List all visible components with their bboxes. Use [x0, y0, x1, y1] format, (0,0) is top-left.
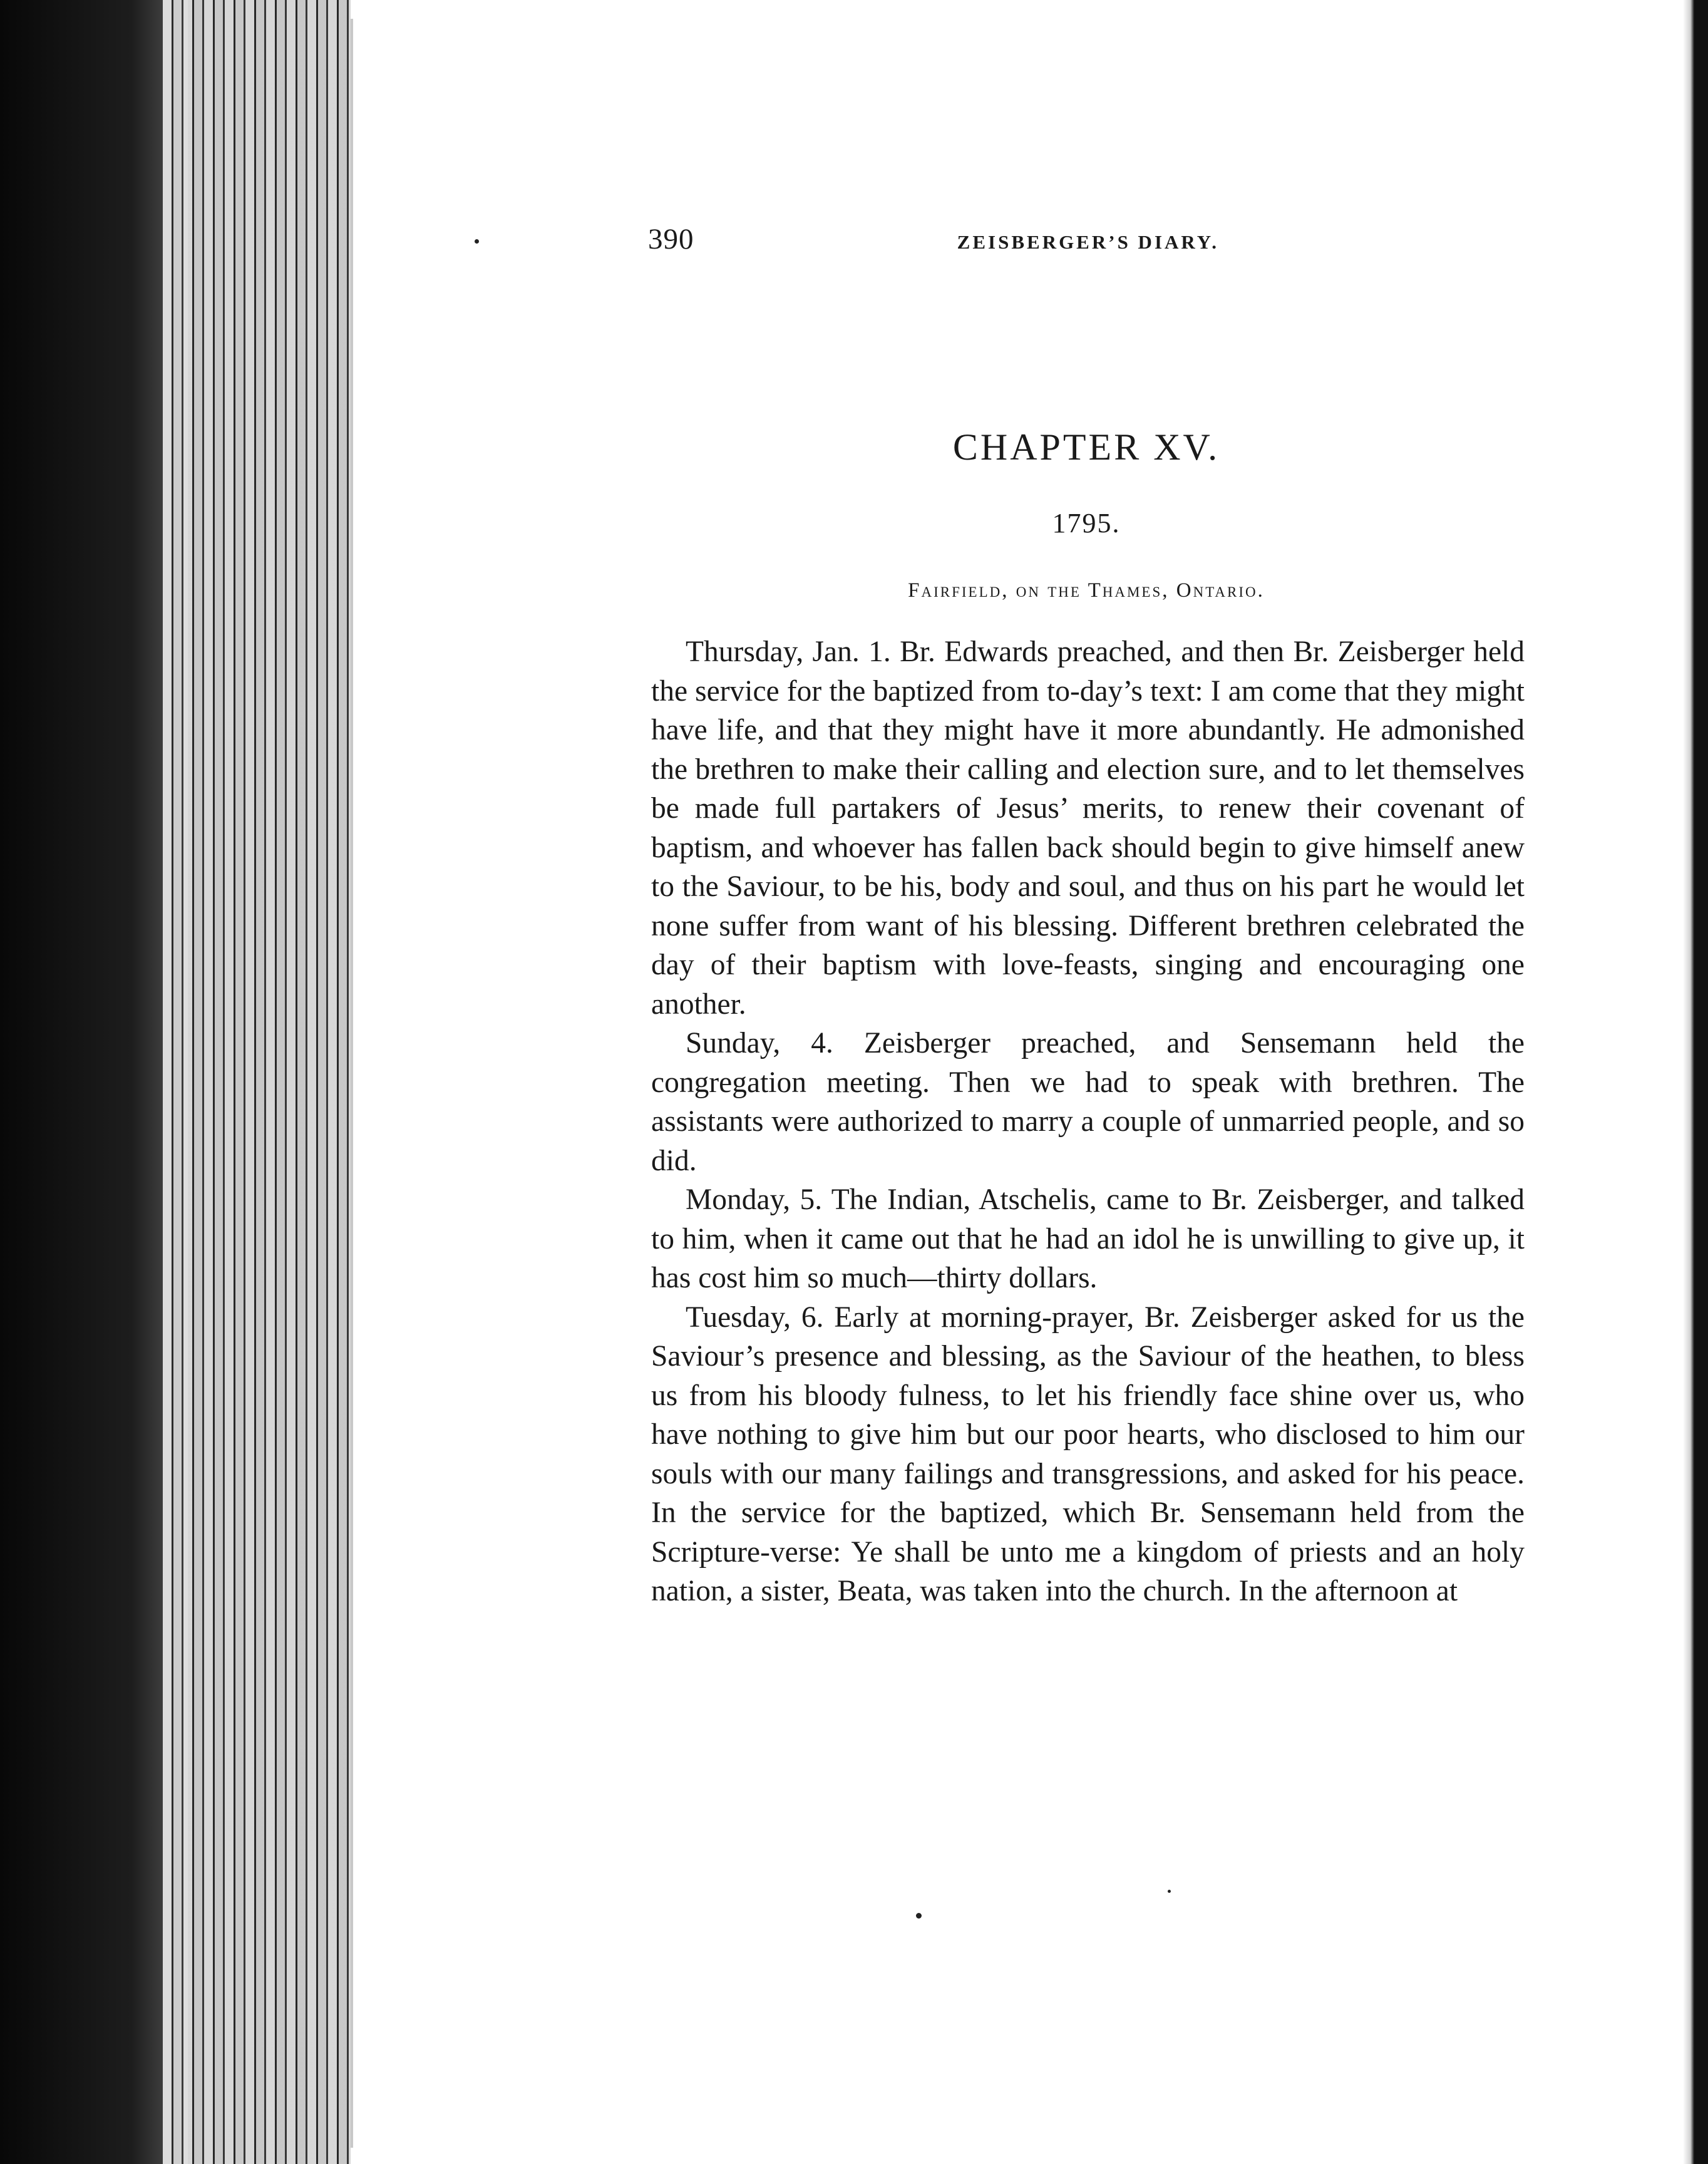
chapter-place: Fairfield, on the Thames, Ontario.: [908, 579, 1265, 602]
page-edges: [163, 0, 351, 2164]
print-speck: [1168, 1890, 1171, 1893]
running-head: [648, 222, 1224, 260]
right-page-edge: [1683, 0, 1708, 2164]
print-speck: [916, 1913, 922, 1919]
diary-entry-sunday-4: Sunday, 4. Zeisberger preached, and Sensemann held the congregation meeting. Then we had to speak with brethren. The assistants were authorized to marry a couple of unmarried people, and so did.: [651, 1027, 1525, 1177]
running-head-title: ZEISBERGER’S DIARY.: [957, 231, 1219, 253]
diary-entry-tuesday-6: Tuesday, 6. Early at morning-prayer, Br. Zeisberger asked for us the Saviour’s presence and blessing, as the Saviour of the heathen, to bless us from his bloody fulness, to let his friendly face shine over us, who have nothing to give him but our poor hearts, who disclosed to him our souls with our many failings and transgressions, and asked for his peace. In the service for the baptized, which Br. Sensemann held from the Scripture-verse: Ye shall be unto me a kingdom of priests and an holy nation, a sister, Beata, was taken into the church. In the afternoon at: [651, 1301, 1525, 1607]
diary-entry-monday-5: Monday, 5. The Indian, Atschelis, came to Br. Zeisberger, and talked to him, when it came out that he had an idol he is unwilling to give up, it has cost him so much—thirty dollars.: [651, 1183, 1525, 1294]
book-edge-shadow: [0, 0, 188, 2164]
page-number: 390: [648, 223, 694, 255]
chapter-title: CHAPTER XV.: [952, 426, 1220, 468]
print-speck: [475, 239, 479, 244]
diary-body: [651, 632, 1525, 1611]
chapter-year: 1795.: [1052, 508, 1121, 538]
diary-entry-jan-1: Thursday, Jan. 1. Br. Edwards preached, and then Br. Zeisberger held the service for the baptized from to-day’s text: I am come that they might have life, and that they might have it more abundantly. He admonished the brethren to make their calling and election sure, and to let themselves be made full partakers of Jesus’ merits, to renew their covenant of baptism, and whoever has fallen back should begin to give himself anew to the Saviour, to be his, body and soul, and thus on his part he would let none suffer from want of his blessing. Different brethren celebrated the day of their baptism with love-feasts, singing and encouraging one another.: [651, 636, 1525, 1021]
